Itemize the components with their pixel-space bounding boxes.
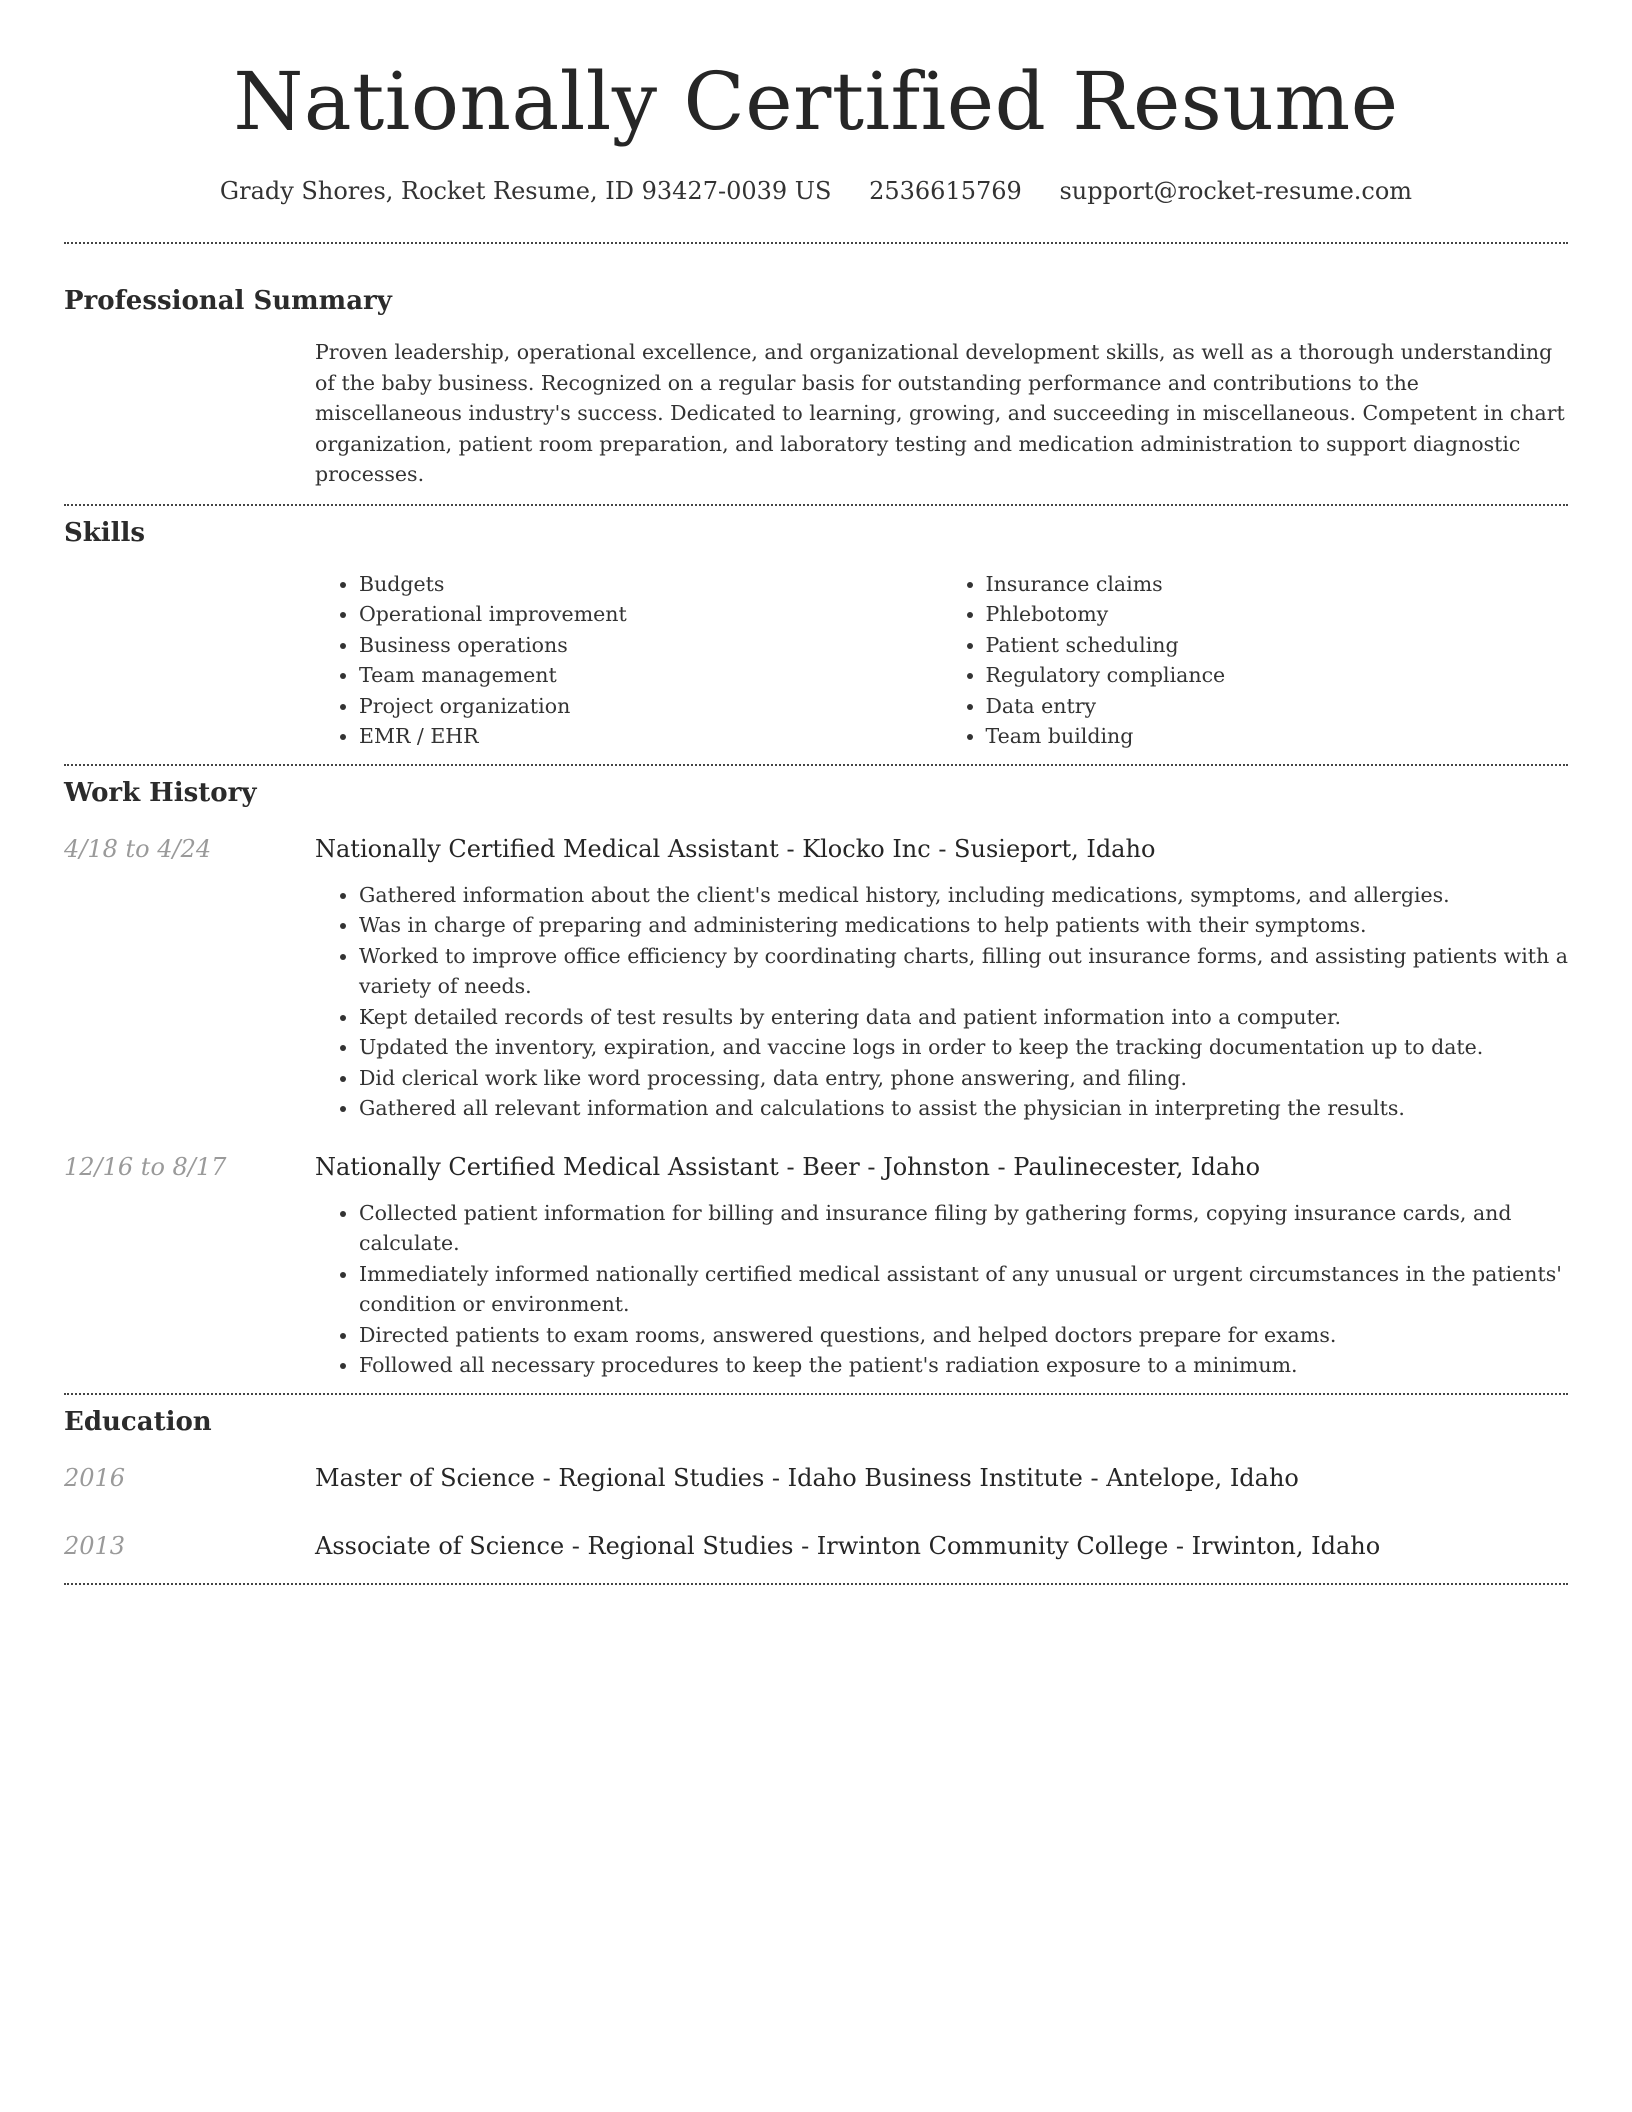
- job-entry: [64, 1150, 1568, 1381]
- skills-list-right: [942, 569, 1569, 752]
- contact-line: [64, 174, 1568, 208]
- education-year: 2016: [64, 1463, 126, 1492]
- skills-section: [64, 516, 1568, 752]
- education-entry: [64, 1529, 1568, 1563]
- divider: [64, 764, 1568, 766]
- job-dates: 4/18 to 4/24: [64, 834, 212, 863]
- skill-item: • Regulatory compliance: [986, 660, 1569, 691]
- job-bullet: • Did clerical work like word processing, data entry, phone answering, and filing.: [359, 1063, 1568, 1094]
- summary-text: Proven leadership, operational excellence, and organizational development skills, as well as a thorough understanding of the baby business. Recognized on a regular basis for outstanding performance and contributions to the miscellaneous industry's success. Dedicated to learning, growing, and succeeding in miscellaneous. Competent in chart organization, patient room preparation, and laboratory testing and medication administration to support diagnostic processes.: [315, 340, 1565, 486]
- skill-item: • Budgets: [359, 569, 942, 600]
- job-bullet: • Was in charge of preparing and administering medications to help patients with their symptoms.: [359, 910, 1568, 941]
- page-title: Nationally Certified Resume: [233, 55, 1399, 148]
- skill-item: • Operational improvement: [359, 599, 942, 630]
- work-section: [64, 776, 1568, 1381]
- job-bullet: • Gathered all relevant information and calculations to assist the physician in interpreting the results.: [359, 1093, 1568, 1124]
- skill-item: • Patient scheduling: [986, 630, 1569, 661]
- job-entry: [64, 832, 1568, 1124]
- skill-item: • Phlebotomy: [986, 599, 1569, 630]
- skill-item: • Team management: [359, 660, 942, 691]
- skill-item: • Insurance claims: [986, 569, 1569, 600]
- job-bullet: • Followed all necessary procedures to keep the patient's radiation exposure to a minimum.: [359, 1350, 1568, 1381]
- contact-email: support@rocket-resume.com: [1059, 177, 1413, 205]
- job-bullet: • Updated the inventory, expiration, and vaccine logs in order to keep the tracking documentation up to date.: [359, 1032, 1568, 1063]
- skill-item: • EMR / EHR: [359, 721, 942, 752]
- job-bullet: • Worked to improve office efficiency by coordinating charts, filling out insurance forms, and assisting patients with a variety of needs.: [359, 941, 1568, 1002]
- divider: [64, 504, 1568, 506]
- skills-list-left: [315, 569, 942, 752]
- skill-item: • Project organization: [359, 691, 942, 722]
- work-heading: Work History: [64, 777, 257, 808]
- job-bullets: [315, 880, 1568, 1124]
- job-dates: 12/16 to 8/17: [64, 1152, 227, 1181]
- skills-heading: Skills: [64, 517, 146, 548]
- skills-grid: [315, 569, 1568, 752]
- summary-heading: Professional Summary: [64, 286, 392, 316]
- skill-item: • Data entry: [986, 691, 1569, 722]
- job-bullet: • Immediately informed nationally certified medical assistant of any unusual or urgent circumstances in the patients' condition or environment.: [359, 1259, 1568, 1320]
- contact-address: Grady Shores, Rocket Resume, ID 93427-0039 US: [219, 177, 832, 205]
- job-bullet: • Collected patient information for billing and insurance filing by gathering forms, copying insurance cards, and calculate.: [359, 1198, 1568, 1259]
- education-degree: Master of Science - Regional Studies - Idaho Business Institute - Antelope, Idaho: [315, 1463, 1299, 1492]
- job-bullet: • Kept detailed records of test results by entering data and patient information into a computer.: [359, 1002, 1568, 1033]
- skill-item: • Team building: [986, 721, 1569, 752]
- education-year: 2013: [64, 1531, 126, 1560]
- divider: [64, 1583, 1568, 1585]
- divider: [64, 242, 1568, 244]
- contact-phone: 2536615769: [869, 177, 1022, 205]
- job-title: Nationally Certified Medical Assistant - Beer - Johnston - Paulinecester, Idaho: [315, 1152, 1261, 1181]
- job-bullet: • Gathered information about the client's medical history, including medications, symptoms, and allergies.: [359, 880, 1568, 911]
- education-degree: Associate of Science - Regional Studies - Irwinton Community College - Irwinton, Idaho: [315, 1531, 1381, 1560]
- education-heading: Education: [64, 1406, 212, 1437]
- divider: [64, 1393, 1568, 1395]
- education-section: [64, 1405, 1568, 1563]
- job-title: Nationally Certified Medical Assistant - Klocko Inc - Susieport, Idaho: [315, 834, 1156, 863]
- summary-section: [64, 284, 1568, 490]
- education-entry: [64, 1461, 1568, 1495]
- job-bullets: [315, 1198, 1568, 1381]
- skill-item: • Business operations: [359, 630, 942, 661]
- job-bullet: • Directed patients to exam rooms, answered questions, and helped doctors prepare for exams.: [359, 1320, 1568, 1351]
